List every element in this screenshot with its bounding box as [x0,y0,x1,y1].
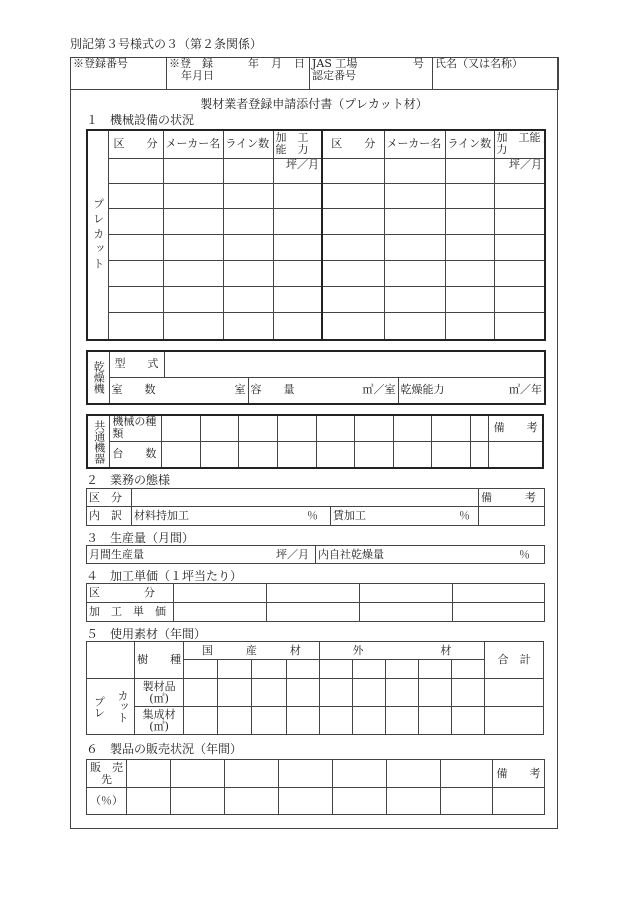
input-cell[interactable] [252,679,286,707]
input-cell[interactable] [319,660,352,679]
header-table [70,57,559,90]
input-cell[interactable] [445,312,494,340]
monthly-production-field[interactable] [87,546,316,564]
common-remarks-label: 備 考 [489,415,543,441]
day-label: 日 [294,57,305,70]
input-cell[interactable] [163,260,223,286]
model-input[interactable] [164,351,545,377]
input-cell[interactable] [333,788,387,815]
input-cell[interactable] [223,260,273,286]
input-cell[interactable] [223,312,273,340]
input-cell[interactable] [163,234,223,260]
contract-pct: ％ [459,509,471,522]
input-cell[interactable] [445,183,494,208]
input-cell[interactable] [355,441,394,468]
input-cell[interactable] [494,208,545,234]
sales-percent-label: （％） [87,788,127,815]
registration-number-field[interactable] [71,58,167,90]
machinery-table [86,129,552,341]
rooms-label: 室 数 [111,383,156,397]
input-cell[interactable] [494,286,545,312]
capacity-header: 加 工能 力 [273,130,322,158]
input-cell[interactable] [108,234,163,260]
section-2-heading: ２ 業務の態様 [86,473,171,487]
section-5-heading: ５ 使用素材（年間） [86,627,207,641]
drying-capacity-label: 乾燥能力 [400,383,445,397]
breakdown-label: 内 訳 [87,507,132,526]
input-cell[interactable] [494,312,545,340]
jas-certification-label: 認定番号 [312,69,356,82]
input-cell[interactable] [360,584,453,603]
dryer-table [86,350,546,405]
input-cell[interactable] [108,183,163,208]
input-cell[interactable] [445,260,494,286]
input-cell[interactable] [184,707,218,735]
input-cell[interactable] [108,312,163,340]
input-cell[interactable] [163,158,223,183]
input-cell[interactable] [279,760,333,788]
input-cell[interactable] [200,415,239,441]
input-cell[interactable] [384,286,445,312]
production-table [86,545,545,564]
input-cell[interactable] [445,208,494,234]
input-cell[interactable] [127,760,171,788]
input-cell[interactable] [418,660,451,679]
common-side-label-cell [87,415,110,468]
input-cell[interactable] [470,441,489,468]
input-cell[interactable] [316,441,355,468]
form-reference: 別記第３号様式の３（第２条関係） [70,37,263,51]
input-cell[interactable] [432,441,471,468]
input-cell[interactable] [286,679,319,707]
sawn-lumber-cell [135,679,184,707]
input-cell[interactable] [184,679,218,707]
input-cell[interactable] [174,603,267,622]
input-cell[interactable] [387,760,441,788]
domestic-label: 国 産 材 [184,642,320,660]
input-cell[interactable] [452,679,485,707]
maker-header: メーカー名 [163,130,223,158]
input-cell[interactable] [316,415,355,441]
input-cell[interactable] [218,679,252,707]
input-cell[interactable] [385,679,418,707]
input-cell[interactable] [239,441,278,468]
input-cell[interactable] [273,260,322,286]
input-cell[interactable] [273,312,322,340]
input-cell[interactable] [273,286,322,312]
input-cell[interactable] [225,760,279,788]
self-dried-field[interactable] [316,546,545,564]
input-cell[interactable] [352,707,385,735]
input-cell[interactable] [352,660,385,679]
kubun-header-2: 区 分 [322,130,384,158]
input-cell[interactable] [385,707,418,735]
input-cell[interactable] [163,312,223,340]
sales-destination-label: 販 売先 [87,760,127,788]
sales-remarks-label: 備 考 [493,760,545,788]
input-cell[interactable] [355,415,394,441]
capacity-unit-2: 坪／月 [509,157,542,171]
input-cell[interactable] [252,707,286,735]
input-cell[interactable] [441,760,493,788]
input-cell[interactable] [108,158,163,183]
input-cell[interactable] [384,183,445,208]
input-cell[interactable] [127,788,171,815]
input-cell[interactable] [387,788,441,815]
registration-date-label: ※登 録 [169,57,213,70]
section-4-heading: ４ 加工単価（１坪当たり） [86,569,243,583]
registration-number-label: ※登録番号 [73,57,128,70]
input-cell[interactable] [352,679,385,707]
laminated-cell [135,707,184,735]
input-cell[interactable] [393,415,432,441]
precut-side-label-cell [87,130,108,340]
page-title: 製材業者登録申請添付書（プレカット材） [200,97,428,111]
price-kubun-label: 区 分 [87,584,174,603]
input-cell[interactable] [322,260,384,286]
precut-label-cell-1 [87,679,110,735]
section-1-heading: １ 機械設備の状況 [86,113,195,127]
unit-price-table [86,583,545,622]
total-input[interactable] [485,707,544,735]
business-kubun-label: 区 分 [87,489,132,507]
input-cell[interactable] [163,183,223,208]
input-cell[interactable] [384,312,445,340]
input-cell[interactable] [223,286,273,312]
year-label: 年 [248,57,259,70]
precut-label-2: カット [116,690,129,723]
own-material-pct: ％ [307,509,318,522]
capacity-unit: 坪／月 [286,157,319,171]
input-cell[interactable] [171,760,225,788]
input-cell[interactable] [384,260,445,286]
input-cell[interactable] [453,584,545,603]
input-cell[interactable] [163,208,223,234]
sales-remarks-input[interactable] [493,788,545,815]
input-cell[interactable] [277,441,316,468]
own-material-field[interactable] [132,507,331,526]
input-cell[interactable] [171,788,225,815]
input-cell[interactable] [322,234,384,260]
input-cell[interactable] [385,660,418,679]
common-side-label: 共通機器 [92,419,106,464]
input-cell[interactable] [218,707,252,735]
input-cell[interactable] [319,707,352,735]
jas-factory-label: JAS 工場 [312,57,358,70]
input-cell[interactable] [322,208,384,234]
volume-field[interactable] [248,377,398,404]
drying-capacity-field[interactable] [398,377,545,404]
input-cell[interactable] [470,415,489,441]
input-cell[interactable] [452,660,485,679]
input-cell[interactable] [162,415,201,441]
input-cell[interactable] [322,183,384,208]
input-cell[interactable] [286,660,319,679]
registration-date-label-2: 年月日 [181,69,214,82]
maker-header-2: メーカー名 [384,130,445,158]
sales-table [86,759,545,815]
jas-certification-field[interactable] [310,58,433,90]
own-material-label: 材料持加工 [134,509,189,522]
input-cell[interactable] [322,286,384,312]
input-cell[interactable] [453,603,545,622]
input-cell[interactable] [360,603,453,622]
input-cell[interactable] [322,312,384,340]
input-cell[interactable] [286,707,319,735]
input-cell[interactable] [494,183,545,208]
input-cell[interactable] [223,158,273,183]
input-cell[interactable] [184,660,218,679]
input-cell[interactable] [239,415,278,441]
precut-side-label: プレカット [91,197,105,273]
line-count-header: ライン数 [223,130,273,158]
input-cell[interactable] [162,441,201,468]
input-cell[interactable] [252,660,286,679]
input-cell[interactable] [384,158,445,183]
capacity-unit-cell[interactable] [273,158,322,183]
input-cell[interactable] [108,260,163,286]
input-cell[interactable] [393,441,432,468]
input-cell[interactable] [108,208,163,234]
precut-label-1: プレ [92,695,106,718]
total-input[interactable] [485,679,544,707]
input-cell[interactable] [322,158,384,183]
input-cell[interactable] [267,603,360,622]
processing-price-label: 加 工 単 価 [87,603,174,622]
input-cell[interactable] [418,679,451,707]
input-cell[interactable] [445,286,494,312]
monthly-production-unit: 坪／月 [276,547,309,561]
input-cell[interactable] [277,415,316,441]
materials-table [86,641,544,735]
remarks-input[interactable] [489,441,543,468]
kubun-header: 区 分 [108,130,163,158]
self-dried-label: 内自社乾燥量 [318,547,384,561]
input-cell[interactable] [333,760,387,788]
input-cell[interactable] [441,788,493,815]
line-count-header-2: ライン数 [445,130,494,158]
volume-label: 容 量 [250,383,295,397]
section-6-heading: ６ 製品の販売状況（年間） [86,742,243,756]
business-remarks-input[interactable] [479,507,545,526]
input-cell[interactable] [445,234,494,260]
contract-label: 賃加工 [333,509,366,522]
rooms-unit: 室 [234,383,246,397]
input-cell[interactable] [273,208,322,234]
jas-number-suffix: 号 [413,57,424,70]
input-cell[interactable] [273,183,322,208]
capacity-header-2: 加 工能 力 [494,130,545,158]
self-dried-pct: ％ [519,547,530,561]
business-table [86,488,545,526]
machine-type-label: 機械の種類 [110,415,162,441]
input-cell[interactable] [223,234,273,260]
contract-field[interactable] [331,507,479,526]
input-cell[interactable] [494,234,545,260]
section-3-heading: ３ 生産量（月間） [86,531,195,545]
total-label: 合 計 [485,642,544,679]
machine-count-label: 台 数 [110,441,162,468]
business-remarks-label: 備 考 [479,489,545,507]
input-cell[interactable] [223,183,273,208]
input-cell[interactable] [108,286,163,312]
common-equipment-table [86,414,544,469]
input-cell[interactable] [384,208,445,234]
sawn-lumber-unit: (㎥) [149,691,169,705]
month-label: 月 [271,57,282,70]
input-cell[interactable] [384,234,445,260]
input-cell[interactable] [174,584,267,603]
capacity-unit-cell-2[interactable] [494,158,545,183]
model-label: 型 式 [109,351,164,377]
registration-date-field[interactable] [167,58,310,90]
materials-corner-cell [87,642,135,679]
input-cell[interactable] [163,286,223,312]
input-cell[interactable] [418,707,451,735]
input-cell[interactable] [223,208,273,234]
input-cell[interactable] [273,234,322,260]
input-cell[interactable] [200,441,239,468]
input-cell[interactable] [279,788,333,815]
input-cell[interactable] [225,788,279,815]
business-kubun-input[interactable] [132,489,479,507]
sawn-lumber-label: 製材品 [142,679,176,693]
rooms-field[interactable] [109,377,248,404]
laminated-label: 集成材 [142,707,176,721]
input-cell[interactable] [267,584,360,603]
applicant-name-field[interactable] [433,58,559,90]
drying-capacity-unit: ㎥／年 [509,383,542,397]
monthly-production-label: 月間生産量 [89,547,144,561]
precut-label-cell-2 [110,679,135,735]
input-cell[interactable] [452,707,485,735]
laminated-unit: (㎥) [149,719,169,733]
dryer-side-label-cell [87,351,109,404]
foreign-label: 外 材 [319,642,484,660]
dryer-side-label: 乾燥機 [92,361,106,394]
input-cell[interactable] [218,660,252,679]
input-cell[interactable] [445,158,494,183]
input-cell[interactable] [494,260,545,286]
input-cell[interactable] [319,679,352,707]
applicant-name-label: 氏名（又は名称） [435,57,523,70]
input-cell[interactable] [432,415,471,441]
volume-unit: ㎥／室 [362,383,396,397]
species-label: 樹 種 [135,642,184,679]
